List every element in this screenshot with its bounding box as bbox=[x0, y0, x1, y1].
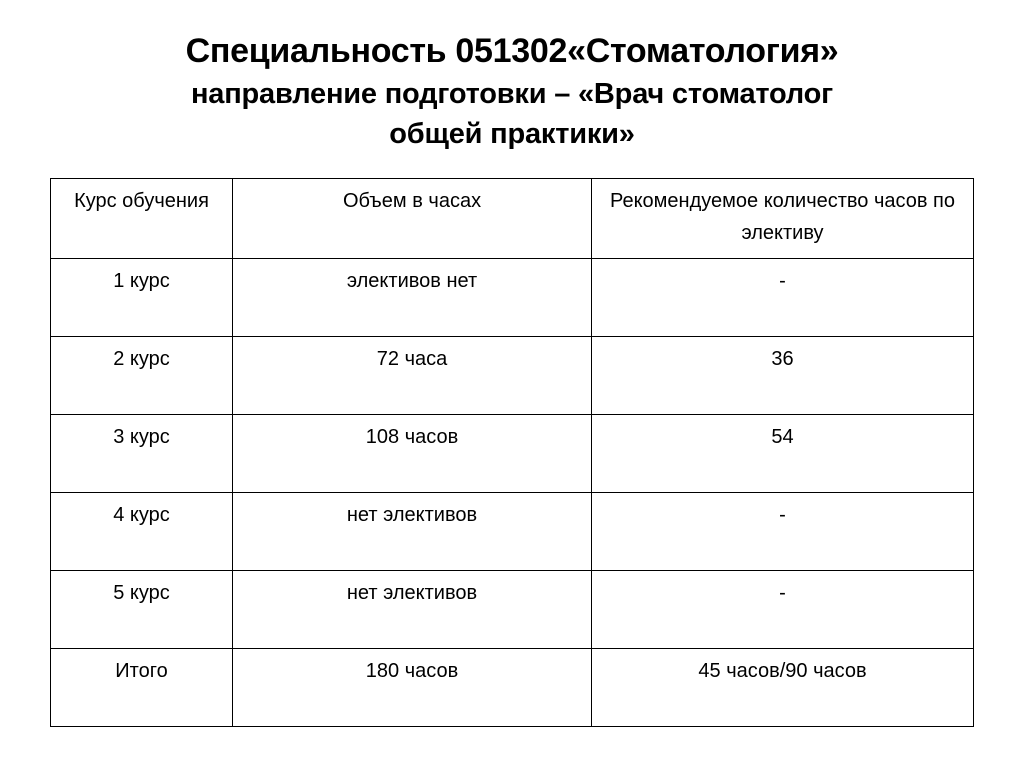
table-header-row bbox=[51, 179, 974, 259]
table-row bbox=[51, 259, 974, 337]
elective-hours-table bbox=[50, 178, 974, 727]
cell-recommended: - bbox=[592, 571, 974, 649]
cell-recommended: - bbox=[592, 259, 974, 337]
header-volume-hours: Объем в часах bbox=[233, 179, 592, 259]
cell-recommended: 54 bbox=[592, 415, 974, 493]
title-specialty: Специальность 051302«Стоматология» bbox=[185, 32, 839, 70]
cell-recommended: 45 часов/90 часов bbox=[592, 649, 974, 727]
table-row bbox=[51, 571, 974, 649]
table-row bbox=[51, 493, 974, 571]
table-row bbox=[51, 337, 974, 415]
cell-volume: элективов нет bbox=[233, 259, 592, 337]
cell-course: 1 курс bbox=[51, 259, 233, 337]
cell-course: 5 курс bbox=[51, 571, 233, 649]
cell-course: Итого bbox=[51, 649, 233, 727]
cell-recommended: - bbox=[592, 493, 974, 571]
table-row bbox=[51, 415, 974, 493]
cell-course: 2 курс bbox=[51, 337, 233, 415]
cell-volume: нет элективов bbox=[233, 571, 592, 649]
table-row-total bbox=[51, 649, 974, 727]
header-course: Курс обучения bbox=[51, 179, 233, 259]
cell-volume: 108 часов bbox=[233, 415, 592, 493]
title-direction-continued: общей практики» bbox=[389, 118, 635, 150]
title-direction: направление подготовки – «Врач стоматолог bbox=[190, 78, 834, 110]
cell-volume: 180 часов bbox=[233, 649, 592, 727]
header-recommended-hours: Рекомендуемое количество часов по элективу bbox=[592, 179, 974, 259]
slide-title bbox=[0, 28, 1024, 154]
cell-course: 4 курс bbox=[51, 493, 233, 571]
cell-course: 3 курс bbox=[51, 415, 233, 493]
cell-recommended: 36 bbox=[592, 337, 974, 415]
cell-volume: нет элективов bbox=[233, 493, 592, 571]
cell-volume: 72 часа bbox=[233, 337, 592, 415]
